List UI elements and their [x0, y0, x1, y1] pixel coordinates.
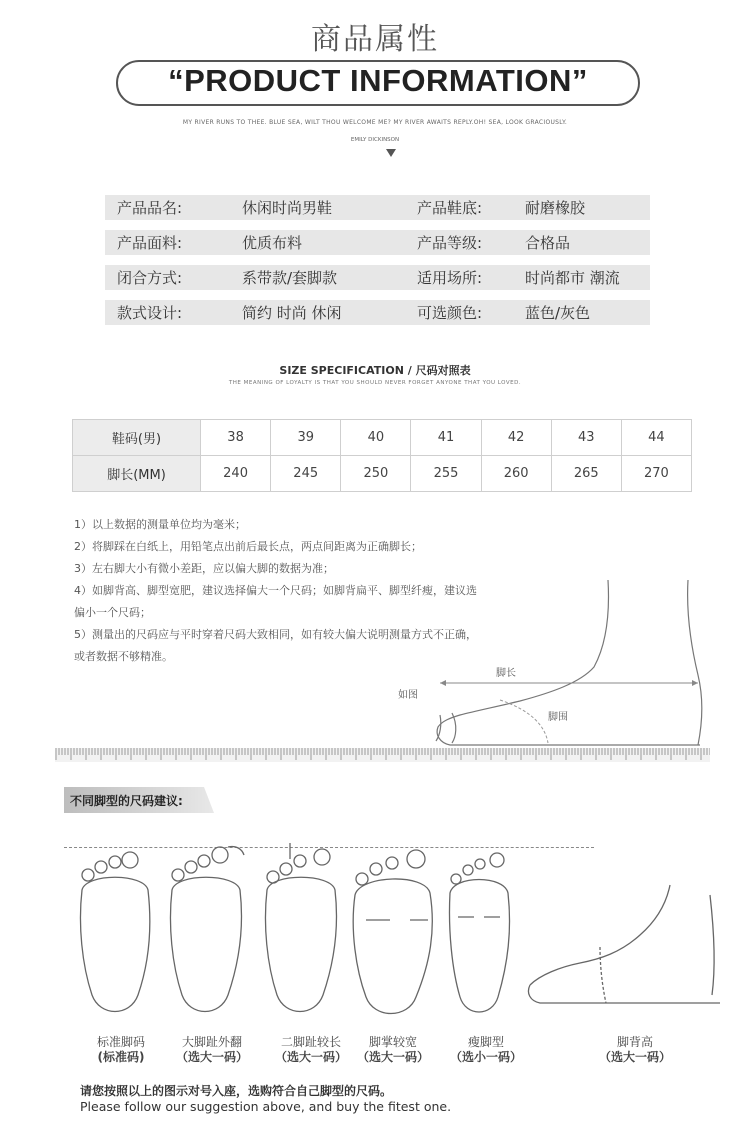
- attribute-value: 休闲时尚男鞋: [242, 199, 333, 217]
- note-item: 4）如脚背高、脚型宽肥，建议选择偏大一个尺码；如脚背扁平、脚型纤瘦，建议选: [74, 584, 477, 597]
- table-cell: 41: [411, 420, 481, 456]
- attribute-value: 耐磨橡胶: [525, 199, 586, 217]
- attribute-label: 适用场所:: [417, 269, 483, 287]
- foot-type-name: 瘦脚型: [467, 1035, 504, 1049]
- table-cell: 245: [271, 456, 341, 492]
- foot-type-name: 大脚趾外翻: [181, 1035, 242, 1049]
- foot-type-tip: （选大一码）: [356, 1050, 429, 1064]
- size-title: SIZE SPECIFICATION / 尺码对照表: [279, 364, 471, 377]
- attribute-row: [105, 230, 650, 255]
- table-cell: 40: [341, 420, 411, 456]
- attribute-label: 产品面料:: [117, 234, 183, 252]
- foot-type-tip: （选大一码）: [274, 1050, 347, 1064]
- attribute-label: 产品品名:: [117, 199, 183, 217]
- foot-length-label: 脚长: [496, 668, 516, 679]
- note-item: 3）左右脚大小有微小差距，应以偏大脚的数据为准；: [74, 562, 334, 575]
- page-title: 商品属性: [311, 22, 439, 57]
- advice-label: 不同脚型的尺码建议:: [70, 794, 183, 808]
- table-header-cell: 脚长(MM): [73, 456, 201, 492]
- attribute-label: 闭合方式:: [117, 269, 183, 287]
- table-cell: 43: [551, 420, 621, 456]
- table-header-cell: 鞋码(男): [73, 420, 201, 456]
- quote-text: MY RIVER RUNS TO THEE. BLUE SEA, WILT THOU WELCOME ME? MY RIVER AWAITS REPLY.OH! SEA, LOOK GRACIOUSLY.: [182, 119, 568, 126]
- size-subtitle: THE MEANING OF LOYALTY IS THAT YOU SHOULD NEVER FORGET ANYONE THAT YOU LOVED.: [228, 380, 522, 386]
- foot-type-name: 脚背高: [616, 1035, 653, 1049]
- table-cell: 44: [621, 420, 691, 456]
- ruler: [55, 748, 710, 762]
- attribute-row: [105, 265, 650, 290]
- note-item: 2）将脚踩在白纸上，用铅笔点出前后最长点，两点间距离为正确脚长；: [74, 540, 422, 553]
- foot-girth-label: 脚围: [548, 712, 568, 723]
- attribute-label: 产品鞋底:: [417, 199, 483, 217]
- size-table: [72, 419, 692, 492]
- foot-type-name: 标准脚码: [96, 1035, 145, 1049]
- foot-type-name: 脚掌较宽: [368, 1035, 417, 1049]
- footer-cn: 请您按照以上的图示对号入座，选购符合自己脚型的尺码。: [80, 1084, 393, 1098]
- example-label: 如图: [398, 690, 418, 701]
- note-item: 1）以上数据的测量单位均为毫米；: [74, 518, 246, 531]
- attribute-label: 款式设计:: [117, 304, 183, 322]
- banner-title: “PRODUCT INFORMATION”: [168, 63, 588, 98]
- table-cell: 39: [271, 420, 341, 456]
- foot-types-illustration: [60, 835, 740, 1035]
- triangle-down-icon: [386, 149, 396, 157]
- note-item: 5）测量出的尺码应与平时穿着尺码大致相同，如有较大偏大说明测量方式不正确，: [74, 628, 477, 641]
- attribute-label: 产品等级:: [417, 234, 483, 252]
- attribute-value: 合格品: [525, 234, 571, 252]
- attribute-value: 系带款/套脚款: [242, 269, 338, 287]
- table-row: [73, 420, 692, 456]
- quote-author: EMILY DICKINSON: [350, 137, 400, 143]
- foot-type-tip: （选大一码）: [598, 1050, 671, 1064]
- table-cell: 255: [411, 456, 481, 492]
- foot-type-tip: （选大一码）: [175, 1050, 248, 1064]
- table-cell: 38: [201, 420, 271, 456]
- foot-type-tip: （选小一码）: [449, 1050, 522, 1064]
- table-cell: 250: [341, 456, 411, 492]
- note-item: 或者数据不够精准。: [74, 650, 173, 663]
- note-item: 偏小一个尺码；: [74, 606, 151, 619]
- footer-en: Please follow our suggestion above, and buy the fitest one.: [80, 1099, 452, 1114]
- table-row: [73, 456, 692, 492]
- attribute-label: 可选颜色:: [417, 304, 483, 322]
- table-cell: 270: [621, 456, 691, 492]
- attribute-value: 优质布料: [242, 234, 303, 252]
- foot-side-illustration: [380, 575, 720, 755]
- table-cell: 240: [201, 456, 271, 492]
- table-cell: 42: [481, 420, 551, 456]
- attribute-value: 简约 时尚 休闲: [242, 304, 342, 322]
- attribute-value: 蓝色/灰色: [525, 304, 591, 322]
- foot-type-tip: (标准码): [97, 1050, 145, 1064]
- attribute-value: 时尚都市 潮流: [525, 269, 620, 287]
- table-cell: 260: [481, 456, 551, 492]
- table-cell: 265: [551, 456, 621, 492]
- attribute-row: [105, 300, 650, 325]
- foot-type-name: 二脚趾较长: [280, 1035, 341, 1049]
- attribute-row: [105, 195, 650, 220]
